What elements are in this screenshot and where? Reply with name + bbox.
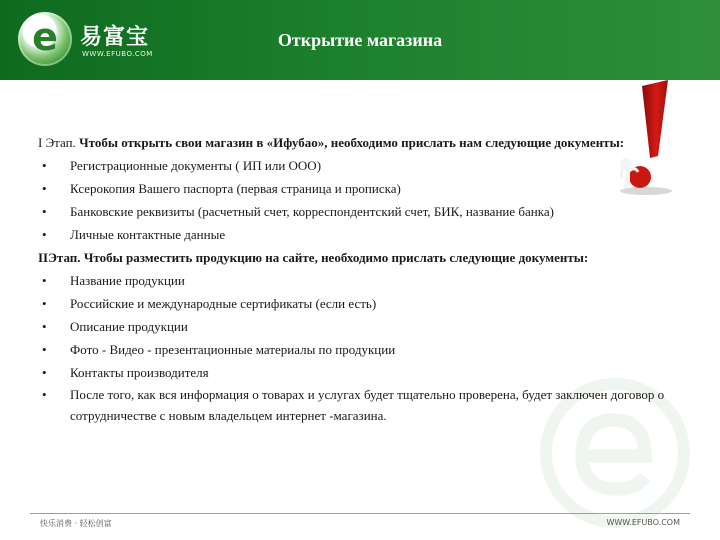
page-title: Открытие магазина [277,30,443,50]
bullet-icon: • [42,296,47,311]
bullet-icon: • [42,227,47,242]
watermark-logo-icon [540,378,690,528]
list-item-text: Российские и международные сертификаты (если есть) [70,296,377,311]
list-item [38,177,688,200]
list-item-text: Ксерокопия Вашего паспорта (первая страница и прописка) [70,181,401,196]
list-item-text: Фото - Видео - презентационные материалы по продукции [70,342,396,357]
stage2-label: IIЭтап. [38,250,81,265]
list-item-text: Банковские реквизиты (расчетный счет, корреспондентский счет, БИК, название банка) [70,204,554,219]
logo-emblem [18,12,72,66]
stage1-heading [38,131,688,154]
list-item [38,338,688,361]
footer-divider [30,513,690,514]
list-item-text: После того, как вся информация о товарах и услугах будет тщательно проверена, будет заключен договор о сотрудничестве с новым владельцем интернет -магазина. [70,387,665,423]
footer-url[interactable]: WWW.EFUBO.COM [606,518,680,527]
list-item-text: Описание продукции [70,319,188,334]
footer-slogan: 快乐消费 · 轻松创富 [40,519,112,528]
bullet-icon: • [42,181,47,196]
list-item [38,292,688,315]
list-item-text: Личные контактные данные [70,227,226,242]
logo-e-icon: e [32,15,58,59]
bullet-icon: • [42,365,47,380]
bullet-icon: • [42,387,47,402]
list-item [38,269,688,292]
list-item-text: Регистрационные документы ( ИП или ООО) [70,158,322,173]
stage2-heading [38,246,688,269]
logo-chinese-text: 易富宝 [80,25,150,50]
list-item [38,154,688,177]
bullet-icon: • [42,342,47,357]
bullet-icon: • [42,273,47,288]
logo[interactable] [18,12,178,68]
bullet-icon: • [42,158,47,173]
logo-url: WWW.EFUBO.COM [82,50,153,58]
stage1-label: I Этап. [38,135,76,150]
stage1-text: Чтобы открыть свои магазин в «Ифубао», необходимо прислать нам следующие документы: [79,135,625,150]
list-item [38,315,688,338]
stage2-text: Чтобы разместить продукцию на сайте, необходимо прислать следующие документы: [83,250,589,265]
list-item-text: Контакты производителя [70,365,209,380]
bullet-icon: • [42,204,47,219]
header-bar [0,0,720,80]
bullet-icon: • [42,319,47,334]
list-item-text: Название продукции [70,273,185,288]
list-item [38,223,688,246]
list-item [38,200,688,223]
